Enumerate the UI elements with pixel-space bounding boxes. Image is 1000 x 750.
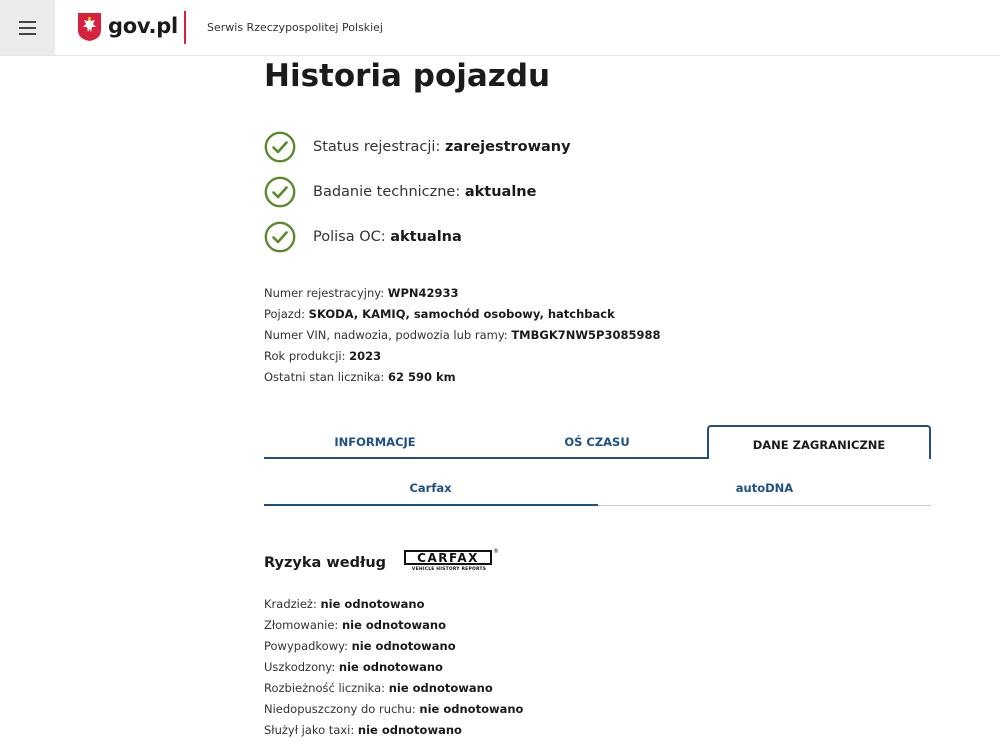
detail-value: WPN42933 — [387, 286, 459, 300]
subtab-carfax[interactable]: Carfax — [409, 481, 452, 495]
status-value: aktualna — [390, 229, 462, 245]
status-inspection — [264, 176, 536, 208]
main-tabs — [264, 425, 931, 459]
risk-label: Niedopuszczony do ruchu: — [264, 702, 420, 716]
risk-item-odometer-discrepancy — [264, 678, 523, 699]
sub-tabs — [264, 472, 931, 506]
risk-item-not-roadworthy — [264, 699, 523, 720]
detail-label: Rok produkcji: — [264, 349, 350, 363]
risk-value: nie odnotowano — [357, 723, 462, 737]
detail-row-registration-number — [264, 283, 661, 304]
tab-dane-zagraniczne[interactable]: DANE ZAGRANICZNE — [707, 425, 931, 459]
check-circle-icon — [264, 221, 296, 253]
status-value: zarejestrowany — [444, 139, 571, 155]
carfax-logo-text: CARFAX — [404, 550, 492, 565]
detail-row-vin — [264, 325, 661, 346]
risk-label: Kradzież: — [264, 597, 321, 611]
risk-value: nie odnotowano — [388, 681, 493, 695]
risk-title: Ryzyka według — [264, 555, 387, 571]
page-title: Historia pojazdu — [264, 58, 551, 94]
detail-label: Numer rejestracyjny: — [264, 286, 388, 300]
detail-row-production-year — [264, 346, 661, 367]
risk-value: nie odnotowano — [351, 639, 456, 653]
risk-label: Powypadkowy: — [264, 639, 352, 653]
detail-label: Numer VIN, nadwozia, podwozia lub ramy: — [264, 328, 512, 342]
status-value: aktualne — [464, 184, 537, 200]
gov-pl-logo[interactable]: gov.pl — [108, 14, 178, 38]
risk-list — [264, 594, 523, 741]
check-circle-icon — [264, 176, 296, 208]
hamburger-menu-icon[interactable] — [0, 0, 55, 55]
risk-label: Uszkodzony: — [264, 660, 339, 674]
risk-label: Służył jako taxi: — [264, 723, 358, 737]
subtab-active-indicator — [264, 504, 598, 506]
risk-item-scrapped — [264, 615, 523, 636]
tab-os-czasu[interactable]: OŚ CZASU — [564, 435, 630, 449]
carfax-tagline: VEHICLE HISTORY REPORTS — [411, 567, 487, 572]
carfax-logo — [404, 550, 500, 576]
logo-divider — [184, 11, 186, 44]
status-registration — [264, 131, 571, 163]
polish-eagle-emblem-icon[interactable] — [77, 12, 102, 42]
detail-value: TMBGK7NW5P3085988 — [511, 328, 661, 342]
risk-heading — [264, 550, 500, 576]
subtab-autodna[interactable]: autoDNA — [735, 481, 794, 495]
risk-item-damaged — [264, 657, 523, 678]
status-label: Status rejestracji: — [313, 139, 445, 155]
detail-label: Ostatni stan licznika: — [264, 370, 389, 384]
site-header — [0, 0, 1000, 56]
risk-value: nie odnotowano — [341, 618, 446, 632]
status-label: Badanie techniczne: — [313, 184, 465, 200]
detail-row-vehicle — [264, 304, 661, 325]
detail-value: 62 590 km — [388, 370, 456, 384]
risk-value: nie odnotowano — [419, 702, 524, 716]
risk-item-taxi — [264, 720, 523, 741]
risk-item-accident — [264, 636, 523, 657]
status-label: Polisa OC: — [313, 229, 391, 245]
registered-mark-icon: ® — [493, 548, 500, 555]
risk-label: Rozbieżność licznika: — [264, 681, 389, 695]
detail-value: SKODA, KAMIQ, samochód osobowy, hatchback — [308, 307, 615, 321]
detail-value: 2023 — [349, 349, 382, 363]
risk-item-theft — [264, 594, 523, 615]
vehicle-details — [264, 283, 661, 388]
tab-informacje[interactable]: INFORMACJE — [334, 435, 416, 449]
detail-row-odometer — [264, 367, 661, 388]
service-name: Serwis Rzeczypospolitej Polskiej — [207, 21, 383, 34]
status-insurance — [264, 221, 462, 253]
risk-label: Złomowanie: — [264, 618, 342, 632]
detail-label: Pojazd: — [264, 307, 309, 321]
risk-value: nie odnotowano — [338, 660, 443, 674]
risk-value: nie odnotowano — [320, 597, 425, 611]
check-circle-icon — [264, 131, 296, 163]
